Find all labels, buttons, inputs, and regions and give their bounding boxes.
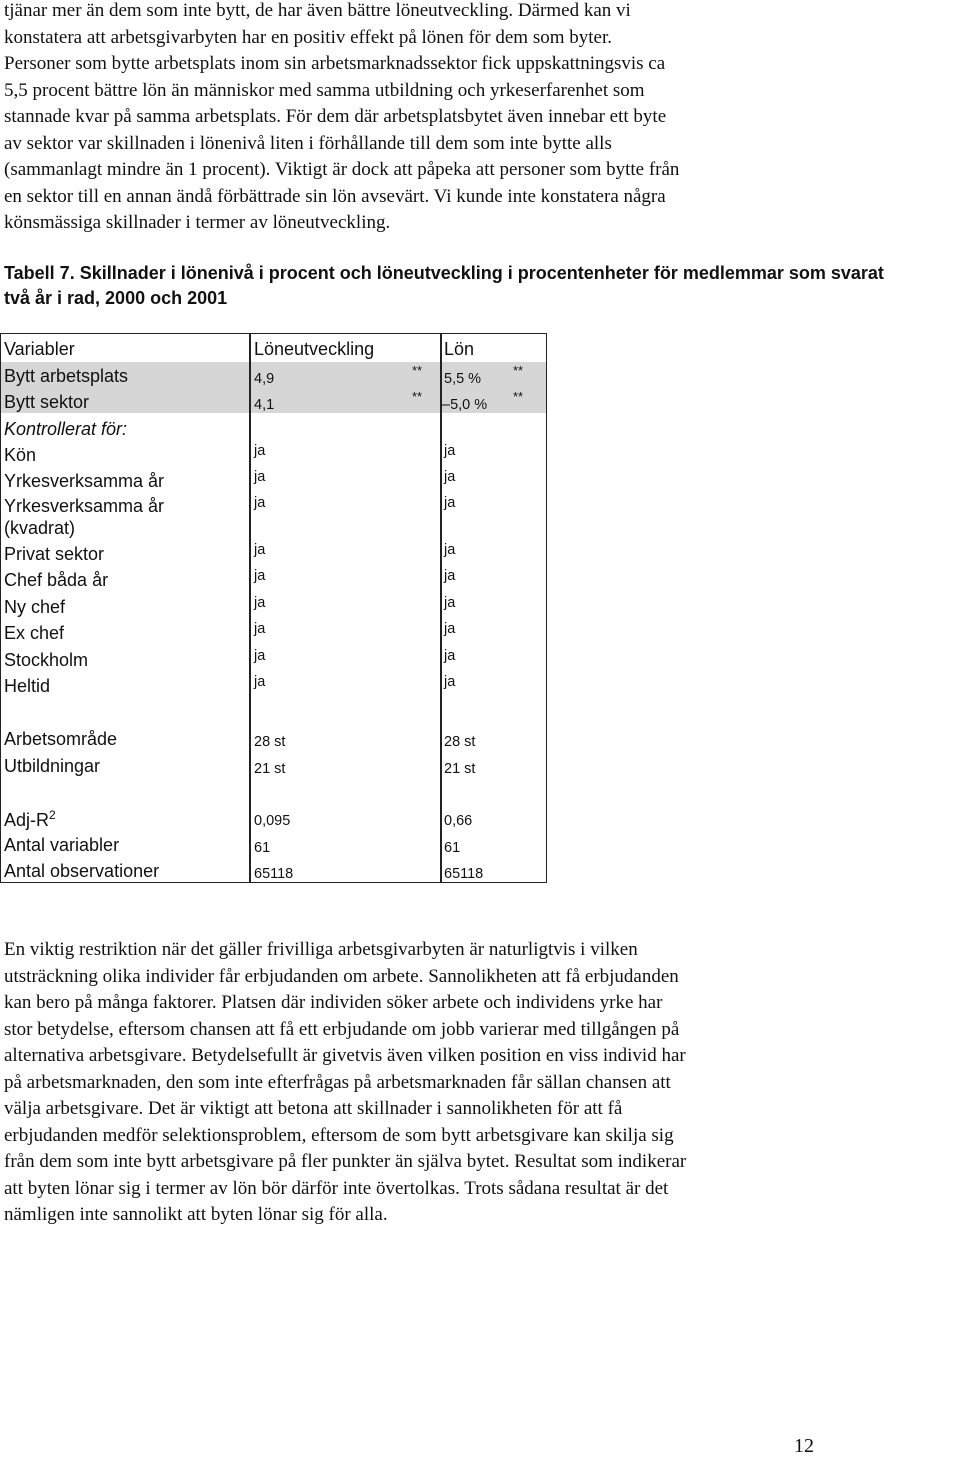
value-lon: ja bbox=[444, 568, 456, 584]
row-label: Yrkesverksamma år bbox=[4, 471, 165, 491]
value-lon: 21 st bbox=[444, 761, 476, 777]
text-line: stor betydelse, eftersom chansen att få ett erbjudande om jobb varierar med tillgången på bbox=[4, 1018, 680, 1040]
value-loneutveckling: ja bbox=[254, 443, 266, 459]
controlled-heading: Kontrollerat för: bbox=[4, 419, 128, 439]
text-line: Personer som bytte arbetsplats inom sin arbetsmarknadssektor fick uppskattningsvis ca bbox=[4, 53, 666, 74]
value-lon: 65118 bbox=[444, 866, 484, 882]
value-lon: ja bbox=[444, 595, 456, 611]
value-loneutveckling: ja bbox=[254, 621, 266, 637]
body-paragraph-top bbox=[4, 0, 954, 237]
column-divider bbox=[440, 333, 442, 883]
text-line: att byten lönar sig i termer av lön bör därför inte övertolkas. Trots sådana resultat är det bbox=[4, 1177, 669, 1199]
value-lon: ja bbox=[444, 469, 456, 485]
row-label: Ny chef bbox=[4, 597, 66, 617]
page-number: 12 bbox=[794, 1435, 814, 1457]
value-loneutveckling: 4,1 bbox=[254, 397, 275, 413]
value-lon: ja bbox=[444, 443, 456, 459]
row-label: Heltid bbox=[4, 676, 51, 696]
header-lon: Lön bbox=[444, 339, 475, 359]
value-loneutveckling: ja bbox=[254, 648, 266, 664]
value-loneutveckling: ja bbox=[254, 542, 266, 558]
value-lon: 61 bbox=[444, 840, 461, 856]
column-divider bbox=[249, 333, 251, 883]
row-label: Chef båda år bbox=[4, 570, 109, 590]
value-loneutveckling: 28 st bbox=[254, 734, 286, 750]
value-loneutveckling: 21 st bbox=[254, 761, 286, 777]
text-line: En viktig restriktion när det gäller frivilliga arbetsgivarbyten är naturligtvis i vilken bbox=[4, 939, 638, 960]
text-line: könsmässiga skillnader i termer av löneutveckling. bbox=[4, 212, 391, 233]
row-label-continued: (kvadrat) bbox=[4, 518, 76, 538]
row-label: Bytt sektor bbox=[4, 392, 90, 412]
value-loneutveckling: 0,095 bbox=[254, 813, 291, 829]
superscript: 2 bbox=[49, 808, 56, 822]
text-line: nämligen inte sannolikt att byten lönar sig för alla. bbox=[4, 1204, 388, 1225]
value-loneutveckling: ja bbox=[254, 595, 266, 611]
text-line: (sammanlagt mindre än 1 procent). Viktigt är dock att påpeka att personer som bytte från bbox=[4, 159, 680, 180]
value-lon: 5,5 % bbox=[444, 371, 482, 387]
row-label: Ex chef bbox=[4, 623, 65, 643]
text-line: på arbetsmarknaden, den som inte efterfrågas på arbetsmarknaden får sällan chansen att bbox=[4, 1071, 671, 1093]
value-loneutveckling: ja bbox=[254, 469, 266, 485]
value-lon: ja bbox=[444, 648, 456, 664]
value-lon: 28 st bbox=[444, 734, 476, 750]
value-loneutveckling: ja bbox=[254, 674, 266, 690]
row-label: Stockholm bbox=[4, 650, 89, 670]
value-lon: 0,66 bbox=[444, 813, 473, 829]
significance-marker: ** bbox=[513, 363, 524, 378]
value-loneutveckling: 61 bbox=[254, 840, 271, 856]
text-line: en sektor till en annan ändå förbättrade sin lön avsevärt. Vi kunde inte konstatera några bbox=[4, 185, 666, 207]
text-line: 5,5 procent bättre lön än människor med samma utbildning och yrkeserfarenhet som bbox=[4, 79, 645, 101]
value-lon: ja bbox=[444, 621, 456, 637]
regression-table bbox=[0, 333, 548, 884]
body-paragraph-bottom bbox=[4, 937, 954, 1229]
significance-marker: ** bbox=[412, 389, 423, 404]
row-label: Antal observationer bbox=[4, 861, 160, 881]
value-lon: ja bbox=[444, 542, 456, 558]
row-label: Antal variabler bbox=[4, 835, 120, 855]
text-line: tjänar mer än dem som inte bytt, de har även bättre löneutveckling. Därmed kan vi bbox=[4, 0, 631, 21]
row-label: Yrkesverksamma år bbox=[4, 496, 165, 516]
value-lon: ja bbox=[444, 674, 456, 690]
adj-r-label: Adj-R bbox=[4, 810, 50, 830]
row-label: Utbildningar bbox=[4, 756, 101, 776]
text-line: välja arbetsgivare. Det är viktigt att betona att skillnader i sannolikheten för att få bbox=[4, 1098, 623, 1119]
text-line: alternativa arbetsgivare. Betydelsefullt är givetvis även vilken position en viss individ har bbox=[4, 1045, 686, 1066]
value-loneutveckling: 4,9 bbox=[254, 371, 275, 387]
table-border bbox=[0, 333, 547, 883]
value-loneutveckling: ja bbox=[254, 495, 266, 511]
value-lon: –5,0 % bbox=[442, 397, 488, 413]
significance-marker: ** bbox=[513, 389, 524, 404]
text-line: stannade kvar på samma arbetsplats. För dem där arbetsplatsbytet även innebar ett byte bbox=[4, 106, 667, 127]
row-label: Arbetsområde bbox=[4, 729, 118, 749]
row-label: Privat sektor bbox=[4, 544, 105, 564]
significance-marker: ** bbox=[412, 363, 423, 378]
value-lon: ja bbox=[444, 495, 456, 511]
row-label bbox=[4, 808, 56, 831]
text-line: kan bero på många faktorer. Platsen där individen söker arbete och individens yrke har bbox=[4, 992, 663, 1013]
text-line: från dem som inte bytt arbetsgivare på fler punkter än själva bytet. Resultat som indikerar bbox=[4, 1151, 687, 1172]
header-variabler: Variabler bbox=[4, 339, 75, 359]
text-line: erbjudanden medför selektionsproblem, eftersom de som bytt arbetsgivare kan skilja sig bbox=[4, 1124, 674, 1146]
text-line: utsträckning olika individer får erbjudanden om arbete. Sannolikheten att få erbjudanden bbox=[4, 965, 679, 987]
header-loneutveckling: Löneutveckling bbox=[254, 339, 375, 359]
table-caption bbox=[4, 261, 960, 311]
caption-line: Tabell 7. Skillnader i lönenivå i procent och löneutveckling i procentenheter för medlemmar som svarat bbox=[4, 263, 884, 283]
value-loneutveckling: 65118 bbox=[254, 866, 294, 882]
value-loneutveckling: ja bbox=[254, 568, 266, 584]
caption-line: två år i rad, 2000 och 2001 bbox=[4, 288, 228, 308]
row-label: Kön bbox=[4, 445, 37, 465]
text-line: konstatera att arbetsgivarbyten har en positiv effekt på lönen för dem som byter. bbox=[4, 26, 612, 48]
row-label: Bytt arbetsplats bbox=[4, 366, 129, 386]
text-line: av sektor var skillnaden i lönenivå liten i förhållande till dem som inte bytte alls bbox=[4, 132, 612, 154]
